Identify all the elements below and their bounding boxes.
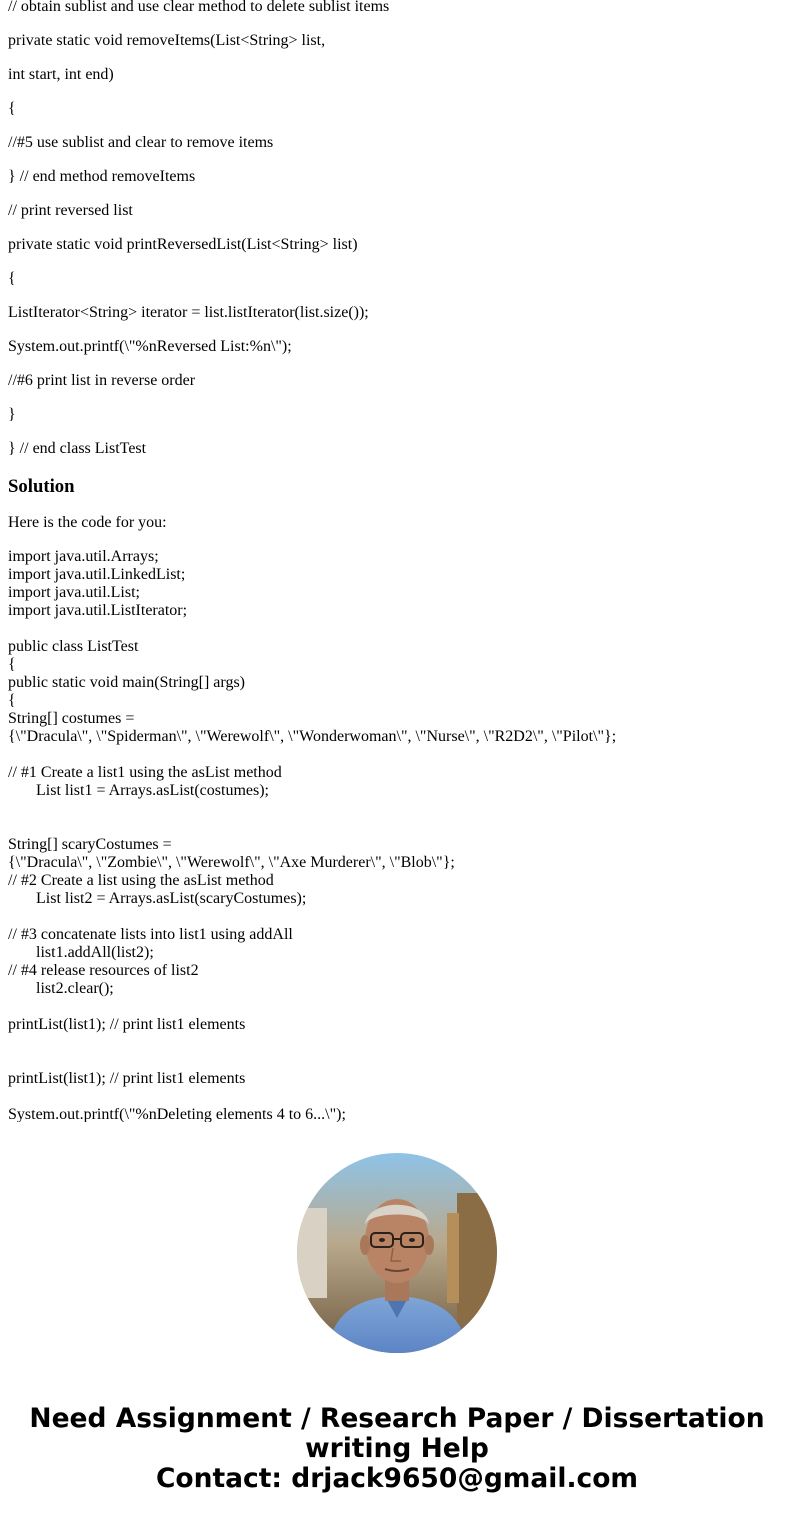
promo-line: Need Assignment / Research Paper / Dissertation xyxy=(29,1403,765,1434)
code-line: // #3 concatenate lists into list1 using addAll xyxy=(8,926,293,943)
question-line: } // end method removeItems xyxy=(8,168,196,185)
code-line: // #4 release resources of list2 xyxy=(8,962,199,979)
code-line: String[] costumes = xyxy=(8,710,135,727)
code-line: String[] scaryCostumes = xyxy=(8,836,172,853)
question-line: { xyxy=(8,270,16,287)
code-line xyxy=(8,1052,786,1070)
code-line: import java.util.LinkedList; xyxy=(8,566,186,583)
code-line: list1.addAll(list2); xyxy=(8,944,154,961)
code-line: { xyxy=(8,692,16,709)
code-line: {\"Dracula\", \"Spiderman\", \"Werewolf\", \"Wonderwoman\", \"Nurse\", \"R2D2\", \"Pilot\"}; xyxy=(8,728,617,745)
code-line: public static void main(String[] args) xyxy=(8,674,245,691)
code-line: printList(list1); // print list1 elements xyxy=(8,1070,246,1087)
question-line: private static void printReversedList(List<String> list) xyxy=(8,236,358,253)
code-line xyxy=(8,746,786,764)
code-line xyxy=(8,998,786,1016)
code-line: import java.util.ListIterator; xyxy=(8,602,188,619)
question-line: // obtain sublist and use clear method to delete sublist items xyxy=(8,0,390,15)
solution-intro: Here is the code for you: xyxy=(8,514,167,531)
question-line: { xyxy=(8,100,16,117)
avatar xyxy=(297,1153,497,1353)
question-line: //#5 use sublist and clear to remove items xyxy=(8,134,274,151)
code-line xyxy=(8,800,786,818)
code-line: System.out.printf(\"%nDeleting elements 4 to 6...\"); xyxy=(8,1106,346,1122)
code-line: printList(list1); // print list1 elements xyxy=(8,1016,246,1033)
solution-heading: Solution xyxy=(8,476,75,497)
question-line: int start, int end) xyxy=(8,66,114,83)
question-line: // print reversed list xyxy=(8,202,133,219)
code-line: // #1 Create a list1 using the asList method xyxy=(8,764,282,781)
code-line: import java.util.List; xyxy=(8,584,140,601)
promo-text xyxy=(0,1404,794,1494)
question-line: private static void removeItems(List<String> list, xyxy=(8,32,326,49)
code-line: { xyxy=(8,656,16,673)
promo-footer xyxy=(0,1122,794,1523)
code-line xyxy=(8,620,786,638)
code-line: List list2 = Arrays.asList(scaryCostumes); xyxy=(8,890,307,907)
code-line xyxy=(8,1034,786,1052)
question-line: } xyxy=(8,406,16,423)
author-photo-image xyxy=(297,1153,497,1353)
promo-line: writing Help xyxy=(305,1433,489,1464)
code-line xyxy=(8,908,786,926)
promo-contact: Contact: drjack9650@gmail.com xyxy=(155,1463,639,1494)
code-line: List list1 = Arrays.asList(costumes); xyxy=(8,782,269,799)
code-line xyxy=(8,1088,786,1106)
code-line: {\"Dracula\", \"Zombie\", \"Werewolf\", \"Axe Murderer\", \"Blob\"}; xyxy=(8,854,455,871)
code-line: list2.clear(); xyxy=(8,980,114,997)
question-line: } // end class ListTest xyxy=(8,440,147,457)
code-line: import java.util.Arrays; xyxy=(8,548,159,565)
question-line: System.out.printf(\"%nReversed List:%n\"); xyxy=(8,338,292,355)
code-line: public class ListTest xyxy=(8,638,139,655)
question-line: //#6 print list in reverse order xyxy=(8,372,196,389)
code-line: // #2 Create a list using the asList method xyxy=(8,872,274,889)
question-line: ListIterator<String> iterator = list.listIterator(list.size()); xyxy=(8,304,369,321)
solution-code-block xyxy=(8,548,786,1122)
code-line xyxy=(8,818,786,836)
